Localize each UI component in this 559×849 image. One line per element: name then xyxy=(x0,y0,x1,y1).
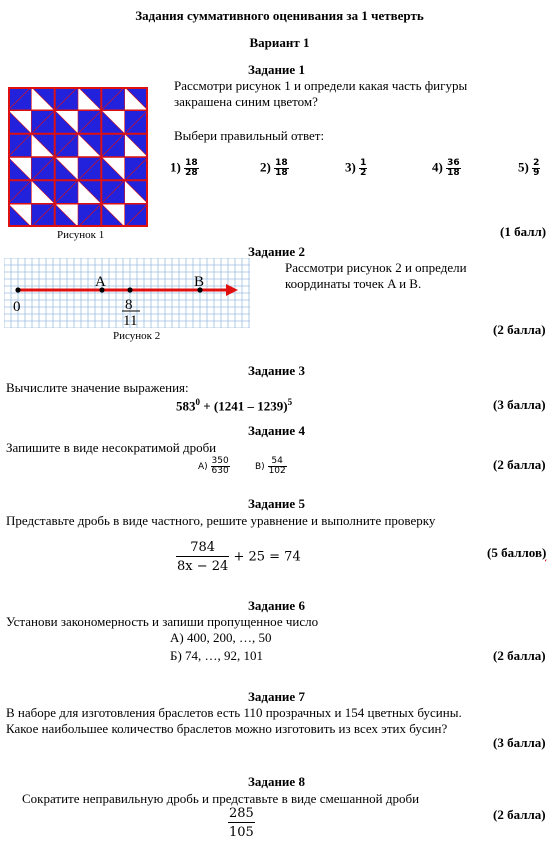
task1-text: Рассмотри рисунок 1 и определи какая часть фигуры закрашена синим цветом? xyxy=(174,78,468,109)
task2-text: Рассмотри рисунок 2 и определи координаты точек A и B. xyxy=(285,260,467,291)
option-1-den: 28 xyxy=(185,168,198,178)
task5-points-end: ) xyxy=(541,545,547,560)
option-4[interactable] xyxy=(432,159,461,178)
task7-text: В наборе для изготовления браслетов есть 110 прозрачных и 154 цветных бусины. Какое наибольшее количество браслетов можно изготовить из всех этих бусин? xyxy=(6,705,462,736)
option-5-num: 2 xyxy=(533,158,540,168)
task6-line-b: Б) 74, …, 92, 101 xyxy=(170,648,264,663)
option-4-fraction xyxy=(446,159,461,178)
task4-b-num: 54 xyxy=(268,457,287,467)
figure-2-drawing xyxy=(4,258,250,328)
option-4-label: 4) xyxy=(432,159,443,175)
task2-points: (2 балла) xyxy=(493,322,546,337)
task3-exp1: 0 xyxy=(195,397,200,407)
option-2-den: 18 xyxy=(275,168,288,178)
option-4-den: 18 xyxy=(447,168,460,178)
task4-a-num: 350 xyxy=(211,456,229,466)
option-1-fraction xyxy=(184,159,199,178)
figure-1-drawing xyxy=(8,87,148,227)
task3-expression xyxy=(176,397,292,414)
option-2[interactable] xyxy=(260,159,289,178)
option-5[interactable] xyxy=(518,159,540,178)
option-2-num: 18 xyxy=(275,158,288,168)
task4-b-den: 102 xyxy=(268,466,286,476)
option-3-label: 3) xyxy=(345,159,356,175)
task5-num: 784 xyxy=(176,541,229,557)
fraction-den-label: 11 xyxy=(123,313,138,328)
task5-fraction xyxy=(176,541,229,573)
option-4-num: 36 xyxy=(447,158,460,168)
point-a-label: A xyxy=(95,274,106,290)
task5-text: Представьте дробь в виде частного, решите уравнение и выполните проверку xyxy=(6,513,436,528)
task4-b-label: B) xyxy=(255,462,265,472)
task5-title: Задание 5 xyxy=(248,496,305,511)
figure-1 xyxy=(8,87,148,227)
task3-exp2: 5 xyxy=(287,397,293,407)
task4-b-fraction xyxy=(268,457,287,476)
task3-mid: + (1241 – 1239) xyxy=(200,398,288,414)
option-5-label: 5) xyxy=(518,159,529,175)
task1-choose: Выбери правильный ответ: xyxy=(174,128,325,143)
task5-points-main: (5 баллов xyxy=(487,545,542,560)
task4-b xyxy=(255,457,287,476)
task5-rest: + 25 = 74 xyxy=(233,549,301,565)
option-1[interactable] xyxy=(170,159,199,178)
task3-text: Вычислите значение выражения: xyxy=(6,380,189,395)
option-1-label: 1) xyxy=(170,159,181,175)
option-3-fraction xyxy=(359,159,367,178)
task3-points: (3 балла) xyxy=(493,397,546,412)
task1-points: (1 балл) xyxy=(500,224,547,239)
task3-base: 583 xyxy=(176,398,196,414)
task4-a-den: 630 xyxy=(211,466,229,476)
task6-title: Задание 6 xyxy=(248,598,305,613)
option-2-label: 2) xyxy=(260,159,271,175)
option-5-fraction xyxy=(532,159,540,178)
option-3-den: 2 xyxy=(360,168,367,178)
task4-text: Запишите в виде несократимой дроби xyxy=(6,440,217,455)
task5-points xyxy=(487,545,546,561)
task4-a-fraction xyxy=(211,457,230,476)
task6-points: (2 балла) xyxy=(493,648,546,663)
task8-den: 105 xyxy=(229,825,254,840)
task4-title: Задание 4 xyxy=(248,423,305,438)
task6-line-a: А) 400, 200, …, 50 xyxy=(170,630,272,645)
point-b-label: B xyxy=(194,274,205,290)
option-5-den: 9 xyxy=(533,168,540,178)
variant-title: Вариант 1 xyxy=(249,35,310,50)
task4-points: (2 балла) xyxy=(493,457,546,472)
task4-a-label: A) xyxy=(198,462,208,472)
task3-title: Задание 3 xyxy=(248,363,305,378)
task8-points: (2 балла) xyxy=(493,807,546,822)
task5-equation xyxy=(176,541,301,573)
task7-points: (3 балла) xyxy=(493,735,546,750)
option-1-num: 18 xyxy=(185,158,198,168)
task7-title: Задание 7 xyxy=(248,689,305,704)
task4-a xyxy=(198,457,230,476)
task8-title: Задание 8 xyxy=(248,774,305,789)
page-title: Задания суммативного оценивания за 1 четверть xyxy=(135,8,424,23)
zero-label: 0 xyxy=(13,299,21,315)
option-3[interactable] xyxy=(345,159,367,178)
option-3-num: 1 xyxy=(360,158,367,168)
task6-text: Установи закономерность и запиши пропущенное число xyxy=(6,614,319,629)
task1-title: Задание 1 xyxy=(248,62,305,77)
task5-den: 8x − 24 xyxy=(177,559,229,574)
task2-title: Задание 2 xyxy=(248,244,305,259)
task8-fraction xyxy=(228,807,255,839)
figure-1-caption: Рисунок 1 xyxy=(57,229,105,241)
option-2-fraction xyxy=(274,159,289,178)
fraction-num-label: 8 xyxy=(125,297,133,313)
task8-text: Сократите неправильную дробь и представьте в виде смешанной дроби xyxy=(22,791,420,806)
figure-2 xyxy=(4,258,250,328)
figure-2-caption: Рисунок 2 xyxy=(113,330,161,342)
task8-num: 285 xyxy=(229,806,254,821)
